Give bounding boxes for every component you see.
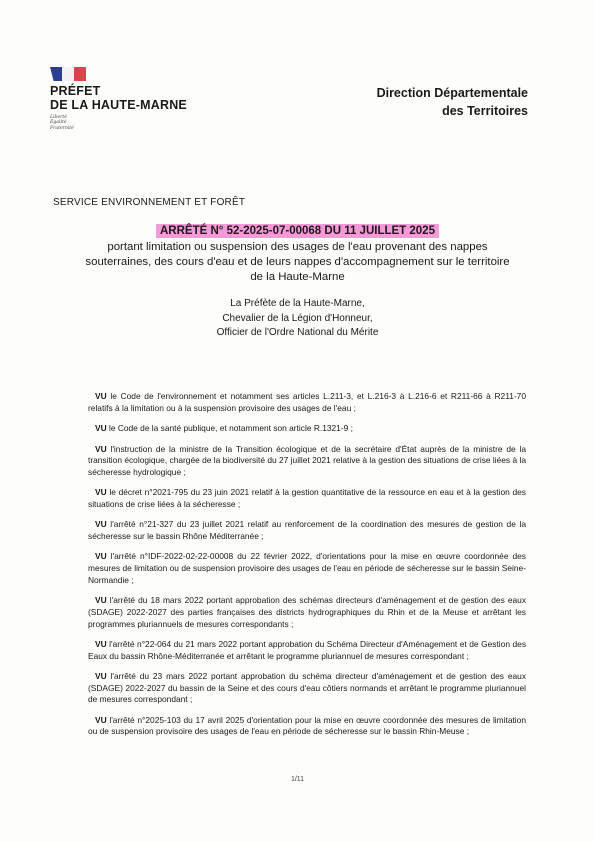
visa-paragraph <box>88 595 526 630</box>
visa-paragraph <box>88 715 526 739</box>
direction-line: des Territoires <box>442 104 528 118</box>
visa-text: l'arrêté du 23 mars 2022 portant approbation du schéma directeur d'aménagement et de gestion des eaux (SDAGE) 2022-2027 du bassin de la Seine et des cours d'eau côtiers normands et arrêtant le programme pluriannuel de mesures correspondant ; <box>88 670 527 705</box>
object-line: portant limitation ou suspension des usages de l'eau provenant des nappes <box>107 241 488 253</box>
visa-prefix: VU <box>95 638 107 649</box>
visa-prefix: VU <box>95 391 107 402</box>
prefecture-name <box>50 85 190 112</box>
arrete-title: ARRÊTÉ N° 52-2025-07-00068 DU 11 JUILLET 2025 <box>156 224 439 238</box>
visa-paragraph <box>88 391 526 415</box>
visa-prefix: VU <box>95 595 107 606</box>
direction-line: Direction Départementale <box>376 86 528 100</box>
visa-text: l'arrêté n°21-327 du 23 juillet 2021 relatif au renforcement de la coordination des mesures de gestion de la sécheresse sur le bassin Rhône Méditerranée ; <box>88 519 526 542</box>
visa-prefix: VU <box>95 670 107 681</box>
arrete-object <box>40 240 555 286</box>
visa-paragraph <box>88 671 526 706</box>
object-line: souterraines, des cours d'eau et de leurs nappes d'accompagnement sur le territoire <box>85 256 510 269</box>
visa-prefix: VU <box>95 519 107 530</box>
visa-prefix: VU <box>95 423 107 434</box>
prefecture-line: PRÉFET <box>50 84 101 98</box>
prefecture-line: DE LA HAUTE-MARNE <box>50 97 187 112</box>
signatory-block <box>0 297 595 341</box>
visa-prefix: VU <box>95 551 107 562</box>
motto-line: Égalité <box>50 120 67 126</box>
object-line: de la Haute-Marne <box>250 271 345 284</box>
visa-prefix: VU <box>95 487 107 498</box>
visas-list <box>88 383 526 746</box>
visa-text: le Code de la santé publique, et notamment son article R.1321-9 ; <box>108 423 353 434</box>
motto-line: Liberté <box>50 115 67 120</box>
visa-prefix: VU <box>95 443 107 454</box>
visa-text: l'instruction de la ministre de la Transition écologique et de la secrétaire d'État auprès de la ministre de la transition écologique, chargée de la biodiversité du 27 juillet 2021 relative à la gestion des situations de crise liées à la sécheresse hydrologique ; <box>88 443 527 478</box>
page-number: 1/11 <box>290 776 305 783</box>
signatory-line: Officier de l'Ordre National du Mérite <box>216 327 379 338</box>
visa-text: l'arrêté n°2025-103 du 17 avril 2025 d'orientation pour la mise en œuvre coordonnée des mesures de limitation ou de suspension provisoire des usages de l'eau en période de sécheresse sur le bassin Rhin-Meuse ; <box>88 714 526 737</box>
marianne-flag-icon <box>50 67 86 81</box>
visa-text: le Code de l'environnement et notamment ses articles L.211-3, et L.216-3 à L.216-6 et R211-66 à R211-70 relatifs à la limitation ou à la suspension provisoire des usages de l'eau ; <box>88 391 527 414</box>
visa-paragraph <box>88 487 526 511</box>
visa-text: l'arrêté n°22-064 du 21 mars 2022 portant approbation du Schéma Directeur d'Aménagement et de Gestion des Eaux du bassin Rhône-Méditerranée et arrêtant le programme pluriannuel de mesures correspondant ; <box>88 638 527 661</box>
visa-text: l'arrêté du 18 mars 2022 portant approbation des schémas directeurs d'aménagement et de gestion des eaux (SDAGE) 2022-2027 des parties françaises des districts hydrographiques du Rhin et de la Meuse et arrêtant les programmes pluriannuels de mesures correspondants ; <box>88 595 527 629</box>
signatory-line: La Préfète de la Haute-Marne, <box>230 298 365 309</box>
visa-paragraph <box>88 639 526 663</box>
motto-line: Fraternité <box>50 125 74 131</box>
visa-text: l'arrêté n°IDF-2022-02-22-00008 du 22 février 2022, d'orientations pour la mise en œuvre coordonnée des mesures de limitation ou de suspension provisoire des usages de l'eau en période de sécheresse sur le bassin Seine-Normandie ; <box>88 551 526 585</box>
prefecture-logo <box>50 67 190 131</box>
visa-paragraph <box>88 519 526 543</box>
visa-paragraph <box>88 423 526 435</box>
visa-text: le décret n°2021-795 du 23 juin 2021 relatif à la gestion quantitative de la ressource en eau et à la gestion des situations de crise liées à la sécheresse ; <box>88 487 526 510</box>
visa-paragraph <box>88 551 526 586</box>
republic-motto <box>50 115 190 131</box>
visa-paragraph <box>88 444 526 479</box>
service-name: SERVICE ENVIRONNEMENT ET FORÊT <box>53 197 246 208</box>
visa-prefix: VU <box>95 714 107 725</box>
direction-name <box>377 84 528 120</box>
signatory-line: Chevalier de la Légion d'Honneur, <box>222 312 373 324</box>
arrete-title-block <box>0 225 595 237</box>
